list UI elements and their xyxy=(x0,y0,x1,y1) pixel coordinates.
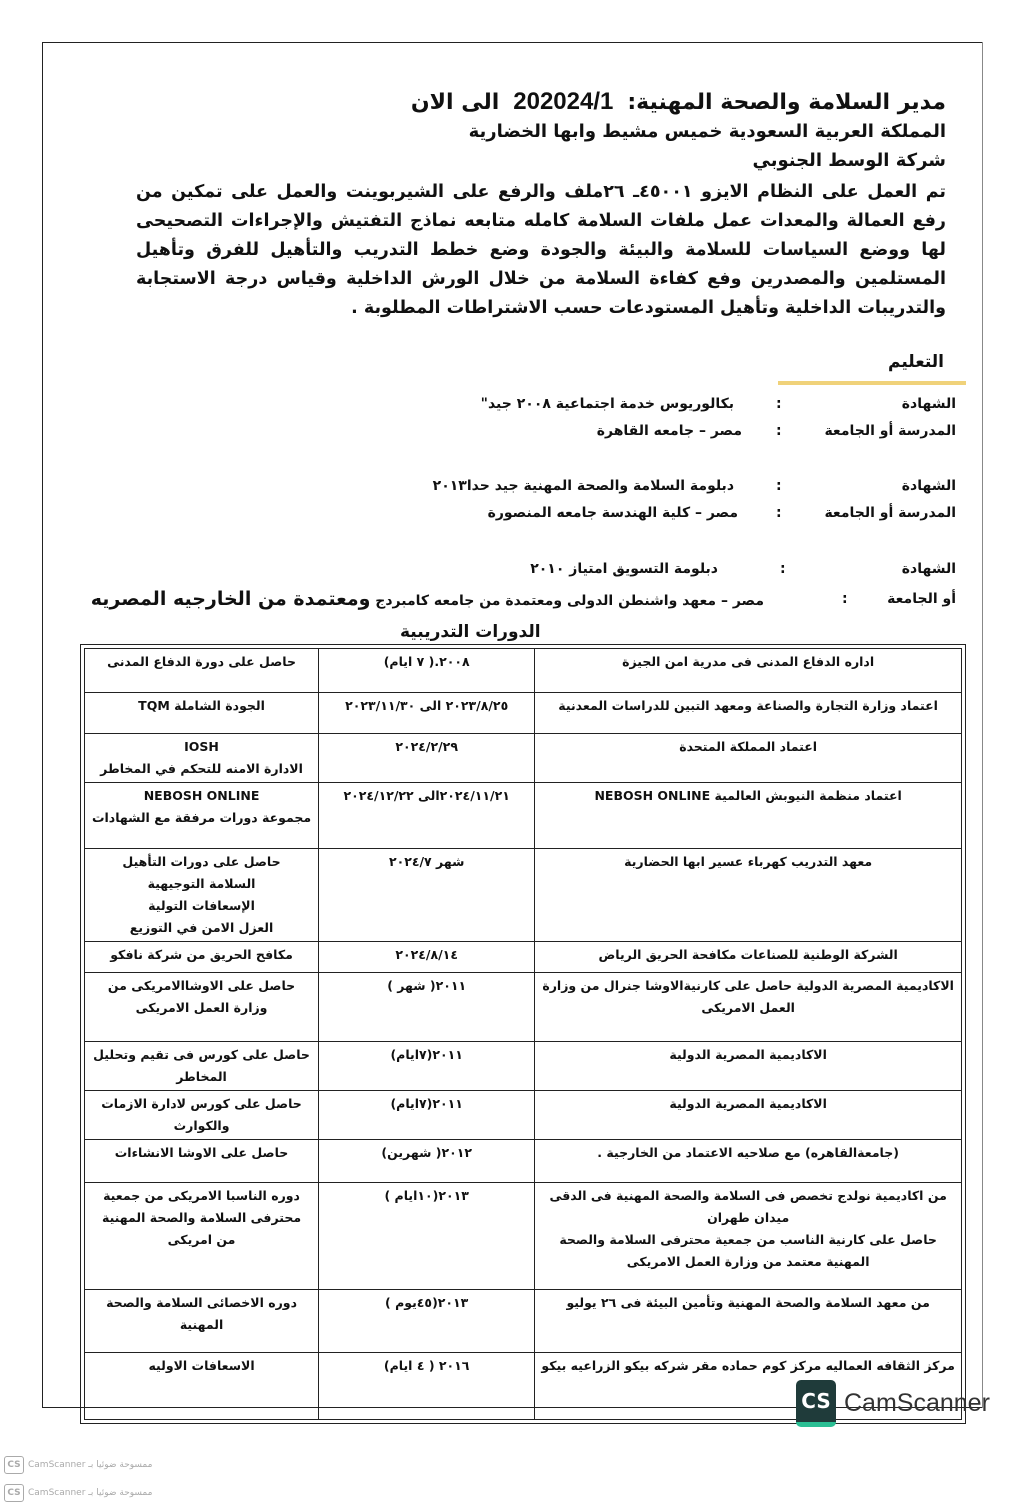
job-title: مدير السلامة والصحة المهنية: xyxy=(627,90,946,115)
table-row xyxy=(85,1140,962,1183)
degree-label: الشهادة xyxy=(901,396,956,412)
school-label: المدرسة أو الجامعة xyxy=(824,505,956,521)
courses-title: الدورات التدريبية xyxy=(400,622,541,642)
section-underline xyxy=(778,381,966,385)
table-row xyxy=(85,783,962,849)
course-name: IOSH الادارة الامنه للتحكم في المخاطر xyxy=(85,734,319,783)
job-company: شركة الوسط الجنوبي xyxy=(752,150,946,171)
camscanner-mini-icon: CS xyxy=(4,1484,24,1502)
school-label: المدرسة أو الجامعة xyxy=(824,423,956,439)
degree-label: الشهادة xyxy=(901,561,956,577)
course-issuer: اعتماد وزارة التجارة والصناعة ومعهد التبين للدراسات المعدنية xyxy=(535,693,962,734)
degree-value: بكالوريوس خدمة اجتماعية ٢٠٠٨ جيد" xyxy=(480,396,734,412)
job-start-date: 202024/1 xyxy=(513,88,614,115)
page-border-top xyxy=(42,42,982,43)
course-issuer: الشركة الوطنية للصناعات مكافحة الحريق الرياض xyxy=(535,942,962,973)
footer-text: CamScanner ممسوحة ضوئيا بـ xyxy=(28,1488,153,1498)
table-row xyxy=(85,1042,962,1091)
course-date: ٢٠١١(٧ايام) xyxy=(319,1042,535,1091)
course-date: ٢٠١٣(١٠ايام ) xyxy=(319,1183,535,1290)
course-issuer: اعتماد منظمة النيوبش العالمية NEBOSH ONLINE xyxy=(535,783,962,849)
colon: : xyxy=(780,561,786,577)
course-issuer: الاكاديمية المصرية الدولية xyxy=(535,1091,962,1140)
course-issuer: اعتماد المملكة المتحدة xyxy=(535,734,962,783)
course-name: حاصل على دورة الدفاع المدنى xyxy=(85,649,319,693)
job-description: تم العمل على النظام الايزو ٤٥٠٠١ـ ٢٦ملف والرفع على الشيربوينت والعمل على تمكين من رفع العمالة والمعدات عمل ملفات السلامة كامله متابعه نماذج التفتيش والإجراءات التصحيحى لها ووضع السياسات للسلامة والبيئة والجودة وضع خطط التدريب والتأهيل للفرق وتأهيل المستلمين والمصدرين وفع كفاءة السلامة من خلال الورش الداخلية وقياس درجة الاستجابة والتدريبات الداخلية وتأهيل المستودعات حسب الاشتراطات المطلوبة . xyxy=(136,182,946,318)
degree-value: دبلومة السلامة والصحة المهنية جيد حدا٢٠١٣ xyxy=(432,478,734,494)
camscanner-mini-icon: CS xyxy=(4,1456,24,1474)
scan-footer xyxy=(4,1456,152,1474)
course-issuer: معهد التدريب كهرباء عسير ابها الحضارية xyxy=(535,849,962,942)
course-date: ٢٠١٣(٤٥يوم ) xyxy=(319,1290,535,1353)
course-issuer: من معهد السلامة والصحة المهنية وتأمين البيئة فى ٢٦ يوليو xyxy=(535,1290,962,1353)
course-issuer: الاكاديمية المصرية الدولية xyxy=(535,1042,962,1091)
course-name: حاصل على الاوشا الانشاءات xyxy=(85,1140,319,1183)
course-name: حاصل على كورس فى تقيم وتحليل المخاطر xyxy=(85,1042,319,1091)
colon: : xyxy=(776,396,782,412)
scan-footer xyxy=(4,1484,152,1502)
page-border-right xyxy=(982,42,983,1408)
course-date: ٢٠١٦ ( ٤ ايام) xyxy=(319,1353,535,1420)
job-until: الى الان xyxy=(410,90,500,115)
school-accreditation: ومعتمدة من الخارجيه المصريه xyxy=(90,588,371,610)
course-name: NEBOSH ONLINE مجموعة دورات مرفقة مع الشهادات xyxy=(85,783,319,849)
course-issuer: مركز الثقافه العماليه مركز كوم حماده مقر شركه بيكو الزراعيه بيكو xyxy=(535,1353,962,1420)
camscanner-brand: CamScanner xyxy=(844,1389,990,1417)
course-name: دوره الاخصائى السلامة والصحة المهنية xyxy=(85,1290,319,1353)
course-name: حاصل على الاوشاالامريكى من وزارة العمل الامريكى xyxy=(85,973,319,1042)
course-name: الاسعافات الاوليه xyxy=(85,1353,319,1420)
course-name: حاصل على دورات التأهيل السلامة التوجيهية الإسعافات التولية العزل الامن في التوزيع xyxy=(85,849,319,942)
camscanner-watermark xyxy=(796,1380,990,1427)
course-date: ٢٠٢٤/٨/١٤ xyxy=(319,942,535,973)
course-issuer: (جامعةالقاهره) مع صلاحيه الاعتماد من الخارجية . xyxy=(535,1140,962,1183)
school-value: مصر – جامعه القاهرة xyxy=(596,423,742,439)
course-date: ٢٠١٢( شهرين) xyxy=(319,1140,535,1183)
table-row xyxy=(85,1091,962,1140)
course-date: ٢٠٢٣/٨/٢٥ الى ٢٠٢٣/١١/٣٠ xyxy=(319,693,535,734)
table-row xyxy=(85,1290,962,1353)
colon: : xyxy=(776,423,782,439)
page-border-left xyxy=(42,42,43,1408)
table-row xyxy=(85,649,962,693)
school-text: مصر – معهد واشنطن الدولى ومعتمدة من جامعه كامبردج xyxy=(375,593,764,609)
course-issuer: من اكاديمية نولدج تخصص فى السلامة والصحة المهنية فى الدقى ميدان طهران حاصل على كارنية الناسب من جمعية محترفى السلامة والصحة المهنية معتمد من وزارة العمل الامريكى xyxy=(535,1183,962,1290)
camscanner-logo-icon: CS xyxy=(796,1380,836,1427)
colon: : xyxy=(776,478,782,494)
job-location: المملكة العربية السعودية خميس مشيط وابها الخضارية xyxy=(468,121,946,142)
courses-table xyxy=(84,648,962,1420)
course-name: حاصل على كورس لادارة الازمات والكوارث xyxy=(85,1091,319,1140)
course-name: الجودة الشاملة TQM xyxy=(85,693,319,734)
table-row xyxy=(85,1183,962,1290)
table-row xyxy=(85,973,962,1042)
table-row xyxy=(85,693,962,734)
job-heading xyxy=(411,88,946,116)
course-date: ٢٠٠٨.( ٧ ايام) xyxy=(319,649,535,693)
school-label: أو الجامعة xyxy=(887,591,956,607)
table-row xyxy=(85,734,962,783)
course-date: ٢٠٢٤/٢/٢٩ xyxy=(319,734,535,783)
course-date: ٢٠١١(٧ايام) xyxy=(319,1091,535,1140)
table-row xyxy=(85,849,962,942)
course-date: ٢٠١١( شهر ) xyxy=(319,973,535,1042)
degree-label: الشهادة xyxy=(901,478,956,494)
course-issuer: اداره الدفاع المدنى فى مدرية امن الجيزة xyxy=(535,649,962,693)
education-title: التعليم xyxy=(888,352,944,372)
course-name: دوره الناسبا الامريكى من جمعية محترفى السلامة والصحة المهنية من امريكى xyxy=(85,1183,319,1290)
school-value: مصر – كلية الهندسة جامعه المنصورة xyxy=(487,505,738,521)
school-value xyxy=(91,588,764,610)
table-row xyxy=(85,942,962,973)
course-date: ٢٠٢٤/١١/٢١الى ٢٠٢٤/١٢/٢٢ xyxy=(319,783,535,849)
course-name: مكافح الحريق من شركة نافكو xyxy=(85,942,319,973)
degree-value: دبلومة التسويق امتياز ٢٠١٠ xyxy=(530,561,718,577)
colon: : xyxy=(842,591,848,607)
colon: : xyxy=(776,505,782,521)
course-issuer: الاكاديمية المصرية الدولية حاصل على كارنيةالاوشا جنرال من وزارة العمل الامريكى xyxy=(535,973,962,1042)
footer-text: CamScanner ممسوحة ضوئيا بـ xyxy=(28,1460,153,1470)
course-date: شهر ٢٠٢٤/٧ xyxy=(319,849,535,942)
